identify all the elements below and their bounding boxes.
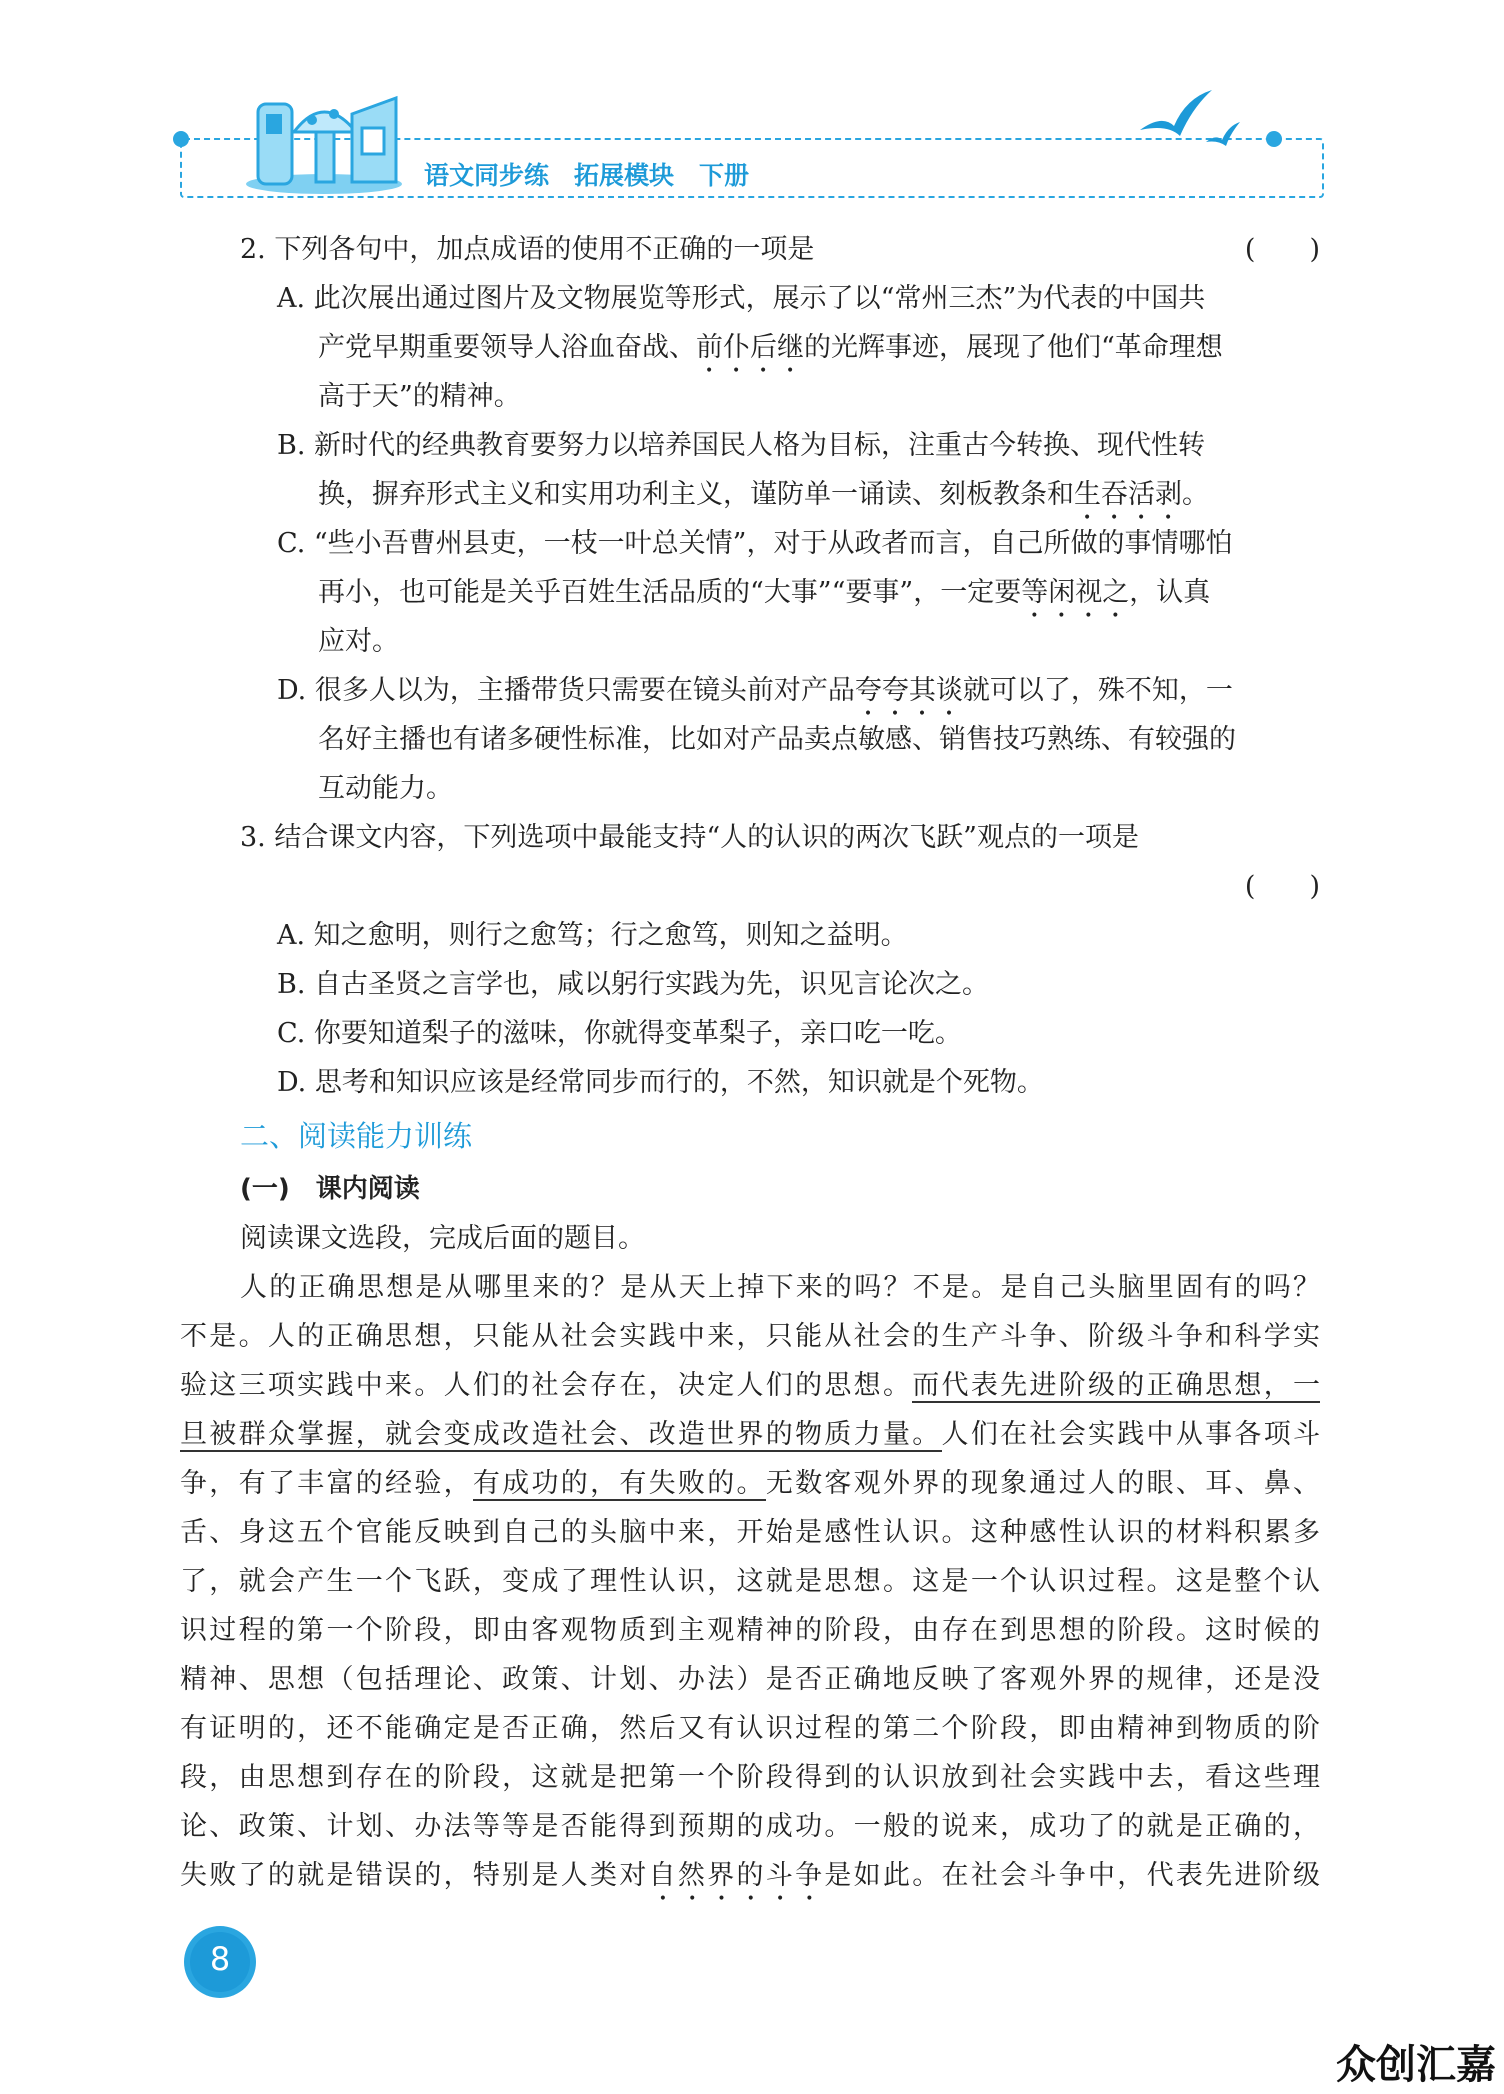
passage-line: 精神、思想（包括理论、政策、计划、办法）是否正确地反映了客观外界的规律，还是没 xyxy=(180,1664,1320,1695)
q2-option-b-line2: 换，摒弃形式主义和实用功利主义，谨防单一诵读、刻板教条和生吞活剥。 xyxy=(318,479,1209,510)
passage-line: 段，由思想到存在的阶段，这就是把第一个阶段得到的认识放到社会实践中去，看这些理 xyxy=(180,1762,1320,1793)
q2-option-c-line1: C. “些小吾曹州县吏，一枝一叶总关情”，对于从政者而言，自己所做的事情哪怕 xyxy=(277,528,1233,559)
frame-dot-right xyxy=(1266,131,1282,147)
q2-option-d-line2: 名好主播也有诸多硬性标准，比如对产品卖点敏感、销售技巧熟练、有较强的 xyxy=(318,724,1236,755)
answer-paren: ( ) xyxy=(1244,234,1320,265)
q2-option-c-line3: 应对。 xyxy=(318,626,399,657)
q2-option-d-line3: 互动能力。 xyxy=(318,773,453,804)
section-title: 二、阅读能力训练 xyxy=(240,1119,473,1153)
q2-option-d-line1: D. 很多人以为，主播带货只需要在镜头前对产品夸夸其谈就可以了，殊不知，一 xyxy=(277,675,1233,706)
q2-option-a-line2: 产党早期重要领导人浴血奋战、前仆后继的光辉事迹，展现了他们“革命理想 xyxy=(318,332,1223,363)
q2-option-a-line1: A. 此次展出通过图片及文物展览等形式，展示了以“常州三杰”为代表的中国共 xyxy=(277,283,1206,314)
passage-line: 识过程的第一个阶段，即由客观物质到主观精神的阶段，由存在到思想的阶段。这时候的 xyxy=(180,1615,1320,1646)
dotted-idiom: 夸夸其谈 xyxy=(854,675,963,706)
passage-line: 争，有了丰富的经验，有成功的，有失败的。无数客观外界的现象通过人的眼、耳、鼻、 xyxy=(180,1468,1321,1499)
q2-option-a-line3: 高于天”的精神。 xyxy=(318,381,521,412)
passage-line: 了，就会产生一个飞跃，变成了理性认识，这就是思想。这是一个认识过程。这是整个认 xyxy=(180,1566,1320,1597)
question-3-stem: 3. 结合课文内容，下列选项中最能支持“人的认识的两次飞跃”观点的一项是 xyxy=(240,822,1139,853)
passage-line: 验这三项实践中来。人们的社会存在，决定人们的思想。而代表先进阶级的正确思想，一 xyxy=(180,1370,1321,1401)
frame-dot-left xyxy=(173,131,189,147)
q2-option-c-line2: 再小，也可能是关乎百姓生活品质的“大事”“要事”，一定要等闲视之，认真 xyxy=(318,577,1211,608)
passage-line: 有证明的，还不能确定是否正确，然后又有认识过程的第二个阶段，即由精神到物质的阶 xyxy=(180,1713,1320,1744)
page-number: 8 xyxy=(209,1940,231,1978)
q2-option-b-line1: B. 新时代的经典教育要努力以培养国民人格为目标，注重古今转换、现代性转 xyxy=(277,430,1206,461)
q3-option-b: B. 自古圣贤之言学也，咸以躬行实践为先，识见言论次之。 xyxy=(277,969,990,1000)
q3-option-c: C. 你要知道梨子的滋味，你就得变革梨子，亲口吃一吃。 xyxy=(277,1018,962,1049)
question-3-paren-line xyxy=(180,862,1320,911)
dotted-idiom: 等闲视之 xyxy=(1021,577,1130,608)
underlined-sentence: 旦被群众掌握，就会变成改造社会、改造世界的物质力量。 xyxy=(180,1419,942,1450)
underlined-sentence: 而代表先进阶级的正确思想，一 xyxy=(912,1370,1321,1401)
answer-paren: ( ) xyxy=(1244,871,1320,902)
dotted-idiom: 前仆后继 xyxy=(696,332,804,363)
question-2-stem: 2. 下列各句中，加点成语的使用不正确的一项是 ( ) xyxy=(180,225,1320,274)
reading-instruction: 阅读课文选段，完成后面的题目。 xyxy=(240,1223,645,1254)
q3-option-a: A. 知之愈明，则行之愈笃；行之愈笃，则知之益明。 xyxy=(277,920,908,951)
passage-line: 论、政策、计划、办法等等是否能得到预期的成功。一般的说来，成功了的就是正确的， xyxy=(180,1811,1320,1842)
passage-line: 失败了的就是错误的，特别是人类对自然界的斗争是如此。在社会斗争中，代表先进阶级 xyxy=(180,1860,1321,1891)
mushroom-house-icon xyxy=(244,84,404,194)
header-title: 语文同步练 拓展模块 下册 xyxy=(424,161,750,190)
q3-option-d: D. 思考和知识应该是经常同步而行的，不然，知识就是个死物。 xyxy=(277,1067,1044,1098)
passage-line: 不是。人的正确思想，只能从社会实践中来，只能从社会的生产斗争、阶级斗争和科学实 xyxy=(180,1321,1320,1352)
subsection-title: (一) 课内阅读 xyxy=(240,1174,420,1204)
dotted-idiom: 生吞活剥 xyxy=(1074,479,1182,510)
passage-line: 旦被群众掌握，就会变成改造社会、改造世界的物质力量。人们在社会实践中从事各项斗 xyxy=(180,1419,1321,1450)
underlined-sentence: 有成功的，有失败的。 xyxy=(472,1468,766,1499)
passage-line: 人的正确思想是从哪里来的？是从天上掉下来的吗？不是。是自己头脑里固有的吗？ xyxy=(240,1272,1320,1303)
passage-line: 舌、身这五个官能反映到自己的头脑中来，开始是感性认识。这种感性认识的材料积累多 xyxy=(180,1517,1320,1548)
watermark: 众创汇嘉 xyxy=(1336,2042,1496,2088)
page-content xyxy=(180,225,1320,1900)
birds-icon xyxy=(1140,84,1250,154)
dotted-phrase: 自然界的斗争 xyxy=(648,1860,825,1891)
